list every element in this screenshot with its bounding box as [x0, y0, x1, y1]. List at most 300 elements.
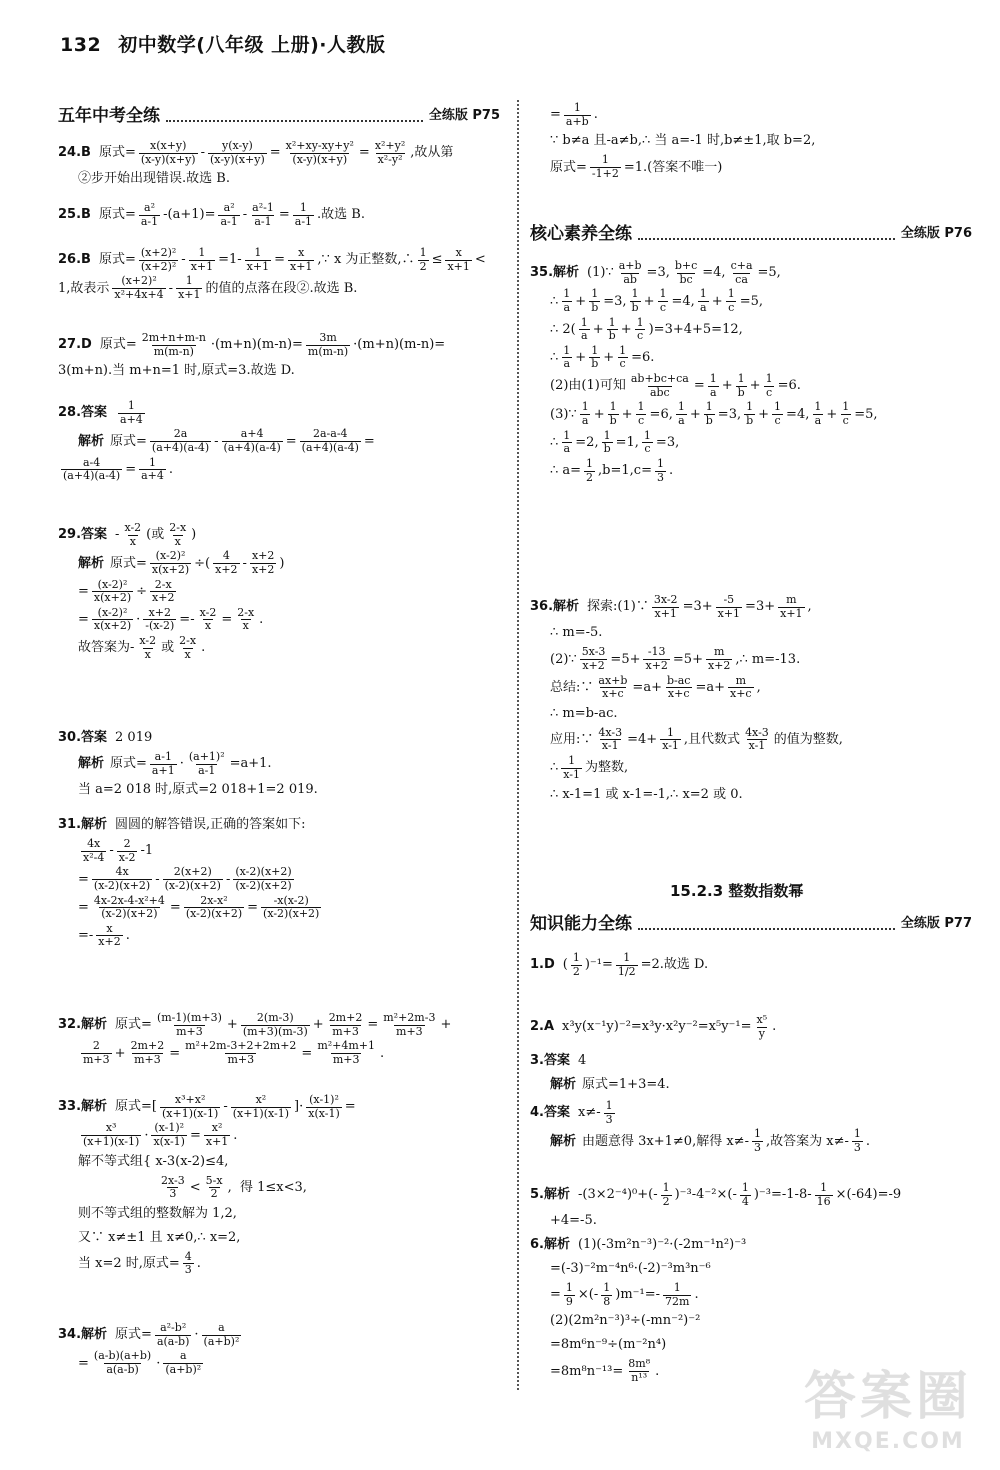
numerator: 1 — [198, 246, 206, 259]
page-header — [60, 30, 386, 57]
math-text: + — [575, 350, 587, 366]
answer-line — [58, 923, 500, 949]
fraction — [155, 1322, 191, 1348]
numerator: 1 — [254, 246, 262, 259]
fraction — [445, 247, 471, 273]
denominator: c — [637, 329, 644, 343]
denominator: a+b — [565, 114, 589, 128]
math-text: 3(m+n).当 m+n=1 时,原式=3.故选 D. — [58, 363, 295, 379]
answer-line — [530, 458, 972, 484]
answer-line — [530, 373, 972, 399]
fraction — [607, 317, 618, 343]
answer-item — [58, 1010, 500, 1069]
numerator: 1 — [608, 315, 616, 329]
math-text: 又∵ x≠±1 且 x≠0,∴ x=2, — [78, 1230, 241, 1246]
math-text: , 得 1≤x<3, — [227, 1179, 307, 1195]
math-text: = — [550, 107, 561, 123]
math-text: = — [550, 1287, 561, 1303]
math-text: 的值的点落在段②.故选 B. — [205, 280, 358, 296]
answer-item — [58, 330, 500, 384]
math-text: =4+ — [627, 732, 658, 748]
answer-line — [530, 1014, 972, 1040]
fraction — [655, 458, 666, 484]
column-divider — [517, 100, 519, 1390]
fraction — [92, 607, 133, 633]
section-title: 知识能力全练 — [530, 913, 632, 934]
denominator: c — [842, 414, 849, 428]
fraction — [155, 1012, 224, 1038]
numerator: m²+2m-3+2+2m+2 — [185, 1039, 297, 1053]
denominator: (x+1)(x-1) — [83, 1134, 140, 1148]
answer-line — [530, 1100, 972, 1126]
denominator: x+2 — [645, 658, 668, 672]
math-text: (2)由(1)可知 — [550, 378, 626, 394]
math-text: 2 019 — [115, 730, 153, 746]
numerator: a+b — [618, 259, 642, 272]
numerator: a — [218, 1321, 225, 1334]
denominator: (x+2)² — [140, 259, 177, 273]
answer-line — [530, 594, 972, 620]
fraction — [580, 401, 591, 427]
fraction — [706, 646, 732, 672]
denominator: m+3 — [396, 1024, 423, 1038]
answer-line — [58, 1122, 500, 1148]
math-text: 为整数, — [585, 760, 629, 776]
fraction — [81, 838, 106, 864]
math-text: 原式= — [550, 159, 587, 175]
math-text: , — [807, 599, 812, 615]
fraction — [150, 550, 191, 576]
math-text: . — [380, 1045, 385, 1061]
numerator: 2 — [92, 1039, 100, 1053]
math-text: )=3+4+5=12, — [648, 321, 743, 337]
dot-leader — [638, 918, 895, 930]
denominator: x+1 — [780, 606, 803, 620]
denominator: x+2 — [152, 591, 175, 605]
answer-item — [530, 258, 972, 486]
fraction — [580, 646, 608, 672]
denominator: c — [774, 414, 781, 428]
math-text: = — [78, 583, 89, 599]
math-text: =4, — [671, 293, 695, 309]
numerator: 1 — [601, 153, 609, 167]
math-text: - — [155, 871, 160, 887]
question-number: 33.解析 — [58, 1099, 108, 1115]
denominator: x-2 — [118, 850, 136, 864]
math-text: ∴ 2( — [550, 321, 576, 337]
fraction — [288, 247, 314, 273]
section-header-2 — [530, 222, 972, 246]
fraction — [564, 1282, 575, 1308]
denominator: b — [705, 414, 713, 428]
math-text: - — [115, 527, 120, 543]
math-text: 故答案为- — [78, 640, 135, 656]
denominator: 3 — [605, 1112, 613, 1126]
fraction — [139, 202, 160, 228]
subsection-heading: 15.2.3 整数指数幂 — [670, 882, 804, 900]
numerator: x² — [255, 1093, 267, 1106]
math-text: , — [756, 679, 761, 695]
fraction — [177, 635, 198, 661]
numerator: 1 — [580, 315, 588, 329]
denominator: c — [728, 300, 735, 314]
numerator: 1 — [753, 1127, 761, 1141]
analysis-label: 解析 — [550, 1133, 577, 1149]
numerator: (m-1)(m+3) — [156, 1011, 222, 1024]
denominator: a — [709, 385, 717, 399]
answer-line — [58, 457, 500, 483]
fraction — [812, 401, 823, 427]
denominator: (a+4)(a-4) — [63, 469, 121, 483]
question-number: 30.答案 — [58, 730, 108, 746]
fraction — [635, 317, 646, 343]
fraction — [137, 635, 158, 661]
answer-line — [58, 1203, 500, 1225]
math-text: = — [269, 145, 281, 161]
fraction — [602, 430, 613, 456]
numerator: 2x-3 — [161, 1173, 185, 1187]
numerator: x+2 — [148, 605, 171, 619]
numerator: 1 — [667, 725, 675, 739]
denominator: x+c — [667, 687, 690, 701]
math-text: =6. — [777, 378, 801, 394]
math-text: ·(m+n)(m-n)= — [210, 337, 303, 353]
fraction — [129, 1040, 167, 1066]
math-text: ÷( — [194, 555, 211, 571]
numerator: 1 — [603, 1281, 611, 1294]
analysis-label: 解析 — [78, 756, 105, 772]
numerator: a-4 — [82, 455, 101, 469]
fraction — [204, 1122, 230, 1148]
math-text: =3, — [655, 435, 680, 451]
answer-line — [58, 428, 500, 454]
denominator: (x-y)(x+y) — [292, 152, 348, 166]
fraction — [184, 895, 244, 921]
math-text: = — [693, 378, 705, 394]
math-text: (3)∵ — [550, 406, 577, 422]
fraction — [617, 345, 628, 371]
denominator: x+1 — [246, 259, 270, 273]
math-text: )m⁻¹=- — [615, 1287, 661, 1303]
fraction — [245, 247, 271, 273]
section-title: 核心素养全练 — [530, 223, 632, 244]
numerator: 1 — [746, 400, 754, 414]
fraction — [596, 675, 629, 701]
math-text: =1, — [615, 435, 639, 451]
answer-line — [58, 168, 500, 190]
math-text: · — [156, 1355, 161, 1371]
denominator: m+3 — [134, 1052, 161, 1066]
numerator: ab+bc+ca — [630, 372, 689, 386]
numerator: 1 — [591, 287, 599, 301]
answer-line — [530, 1182, 972, 1208]
denominator: x+1 — [178, 287, 201, 301]
math-text: .故选 B. — [317, 207, 365, 223]
numerator: 1 — [741, 1181, 749, 1194]
numerator: 3m — [319, 331, 337, 344]
math-text: < — [189, 1179, 201, 1195]
numerator: m — [735, 673, 747, 687]
numerator: (x+2)² — [121, 274, 157, 288]
numerator: 1 — [185, 274, 193, 288]
fraction — [112, 275, 165, 301]
math-text: 原式= — [110, 433, 147, 449]
numerator: 1 — [572, 951, 580, 964]
fraction — [571, 952, 582, 978]
denominator: a-1 — [254, 214, 272, 228]
section-title: 五年中考全练 — [58, 105, 160, 126]
math-text: ·(m+n)(m-n)= — [353, 337, 446, 353]
fraction — [213, 550, 239, 576]
numerator: 1 — [586, 456, 594, 470]
fraction — [306, 332, 350, 358]
denominator: (x-2)(x+2) — [263, 907, 320, 921]
math-text: . — [655, 1363, 660, 1379]
math-text: · — [144, 1127, 149, 1143]
denominator: m+3 — [227, 1052, 255, 1066]
answer-line — [530, 288, 972, 314]
math-text: . — [196, 1256, 201, 1272]
answer-line — [58, 895, 500, 921]
math-text: = — [301, 1045, 313, 1061]
fraction — [163, 1350, 203, 1376]
numerator: 1 — [774, 400, 782, 414]
math-text: - — [225, 871, 231, 887]
answer-line — [530, 675, 972, 701]
math-text: ,∵ x 为正整数,∴ — [317, 252, 415, 268]
answer-line — [58, 814, 500, 836]
denominator: c — [619, 357, 626, 371]
fraction — [315, 1040, 377, 1066]
math-text: ×(- — [577, 1287, 599, 1303]
math-text: (1)∵ — [587, 265, 614, 281]
math-text: 原式=[ — [115, 1099, 157, 1115]
fraction — [151, 1122, 187, 1148]
numerator: x-2 — [124, 521, 142, 534]
denominator: 2 — [572, 964, 580, 978]
answer-line — [58, 779, 500, 801]
numerator: 1 — [842, 400, 850, 414]
numerator: a — [179, 1349, 187, 1363]
numerator: 1 — [814, 400, 822, 414]
denominator: x — [204, 619, 212, 633]
question-number: 2.A — [530, 1019, 555, 1035]
denominator: x+1 — [290, 259, 313, 273]
answer-item — [58, 245, 500, 304]
math-text: 或 — [161, 640, 175, 656]
fraction — [673, 260, 699, 286]
math-text: 原式= — [115, 1017, 152, 1033]
denominator: x(x-1) — [308, 1106, 340, 1120]
denominator: (x-y)(x+y) — [140, 152, 196, 166]
denominator: a — [581, 414, 589, 428]
page-number: 132 — [60, 34, 102, 56]
math-text: 应用:∵ — [550, 732, 594, 748]
numerator: a²-b² — [160, 1321, 187, 1334]
math-text: + — [440, 1017, 452, 1033]
fraction — [660, 727, 681, 753]
question-number: 28.答案 — [58, 405, 108, 421]
numerator: 3x-2 — [653, 593, 678, 606]
denominator: x-1 — [563, 767, 581, 781]
denominator: abc — [649, 385, 670, 399]
numerator: m²+2m-3 — [383, 1011, 436, 1024]
numerator: 1 — [662, 1181, 670, 1194]
fraction — [92, 866, 152, 892]
fraction — [740, 1182, 751, 1208]
math-text: . — [694, 1287, 699, 1303]
numerator: 2m+2 — [328, 1011, 363, 1024]
math-text: = — [169, 899, 181, 915]
math-text: + — [721, 378, 733, 394]
numerator: (x-1)² — [309, 1093, 339, 1106]
answer-line — [530, 1258, 972, 1280]
numerator: x — [455, 246, 462, 259]
math-text: +4=-5. — [550, 1213, 597, 1229]
numerator: x²+y² — [374, 139, 406, 152]
denominator: a+4 — [120, 412, 143, 426]
math-text: =a+ — [695, 679, 725, 695]
fraction — [728, 675, 754, 701]
answer-line — [530, 1282, 972, 1308]
fraction — [373, 140, 407, 166]
math-text: + — [226, 1017, 238, 1033]
math-text: ∴ — [550, 293, 559, 309]
answer-line — [58, 332, 500, 358]
numerator: -13 — [647, 645, 666, 659]
denominator: (x-2)(x+2) — [101, 907, 158, 921]
question-number: 31.解析 — [58, 817, 108, 833]
numerator: x³+x² — [174, 1093, 206, 1106]
numerator: y(x-y) — [222, 139, 253, 152]
fraction — [629, 373, 691, 399]
denominator: x+1 — [205, 1134, 229, 1148]
fraction — [150, 428, 211, 454]
denominator: a+1 — [151, 763, 175, 777]
answer-line — [58, 1322, 500, 1348]
fraction — [561, 755, 582, 781]
fraction — [327, 1012, 365, 1038]
fraction — [233, 866, 293, 892]
math-text: =5, — [757, 265, 781, 281]
math-text: = — [274, 252, 285, 268]
analysis-label: 解析 — [78, 433, 105, 449]
numerator: x-2 — [139, 634, 157, 648]
math-text: =2.故选 D. — [640, 957, 709, 973]
math-text: - — [242, 555, 247, 571]
math-text: = — [285, 433, 297, 449]
fraction — [617, 260, 644, 286]
math-text: x³y(x⁻¹y)⁻²=x³y·x²y⁻²=x⁵y⁻¹= — [562, 1019, 752, 1035]
numerator: 2m+2 — [130, 1039, 165, 1053]
math-text: -(a+1)= — [163, 207, 216, 223]
fraction — [743, 727, 771, 753]
numerator: 1 — [643, 428, 651, 442]
answer-line — [530, 154, 972, 180]
answer-line — [530, 130, 972, 152]
math-text: (2)(2m²n⁻³)³÷(-mn⁻²)⁻² — [550, 1313, 701, 1329]
math-text: =(-3)⁻²m⁻⁴n⁶·(-2)⁻³m³n⁻⁶ — [550, 1261, 711, 1277]
math-text: ∴ m=b-ac. — [550, 706, 618, 722]
numerator: a-1 — [154, 750, 172, 763]
math-text: 的值为整数, — [773, 732, 843, 748]
answer-line — [58, 727, 500, 749]
question-number: 29.答案 — [58, 527, 108, 543]
math-text: ,且代数式 — [683, 732, 741, 748]
math-text: · — [179, 756, 184, 772]
section-ref: 全练版 P75 — [428, 108, 500, 124]
math-text: =- — [179, 612, 195, 628]
math-text: 总结:∵ — [550, 679, 594, 695]
math-text: =6, — [649, 406, 673, 422]
fraction — [204, 1175, 225, 1201]
numerator: 1 — [820, 1181, 828, 1194]
math-text: 当 a=2 018 时,原式=2 018+1=2 019. — [78, 782, 318, 798]
math-text: . — [125, 928, 130, 944]
denominator: a — [563, 300, 571, 314]
math-text: 探索:(1)∵ — [587, 599, 649, 615]
math-text: = — [344, 1099, 356, 1115]
denominator: (x-2)(x+2) — [93, 878, 151, 892]
fraction — [250, 550, 276, 576]
denominator: -1+2 — [591, 166, 619, 180]
section-header-1 — [58, 104, 500, 128]
math-text: 原式= — [115, 1327, 152, 1343]
question-number: 5.解析 — [530, 1187, 570, 1203]
fraction — [81, 1040, 112, 1066]
fraction — [596, 727, 624, 753]
analysis-label: 解析 — [78, 555, 105, 571]
answer-item — [530, 100, 972, 183]
math-text: . — [233, 1127, 238, 1143]
denominator: x+2 — [582, 658, 605, 672]
numerator: (a+1)² — [188, 750, 225, 763]
answer-line — [530, 703, 972, 725]
numerator: a² — [223, 201, 235, 214]
numerator: (a-b)(a+b) — [93, 1349, 152, 1363]
math-text: ∴ — [550, 435, 559, 451]
numerator: 2m+n+m-n — [141, 331, 206, 344]
answer-line — [530, 102, 972, 128]
answer-item — [530, 950, 972, 980]
numerator: 1 — [853, 1127, 861, 1141]
math-text: = — [221, 612, 233, 628]
math-text: + — [603, 350, 615, 366]
fraction — [235, 607, 256, 633]
denominator: a — [580, 329, 588, 343]
numerator: ax+b — [598, 673, 628, 687]
numerator: 1 — [637, 400, 645, 414]
numerator: 1 — [563, 428, 571, 442]
answer-line — [58, 607, 500, 633]
question-number: 25.B — [58, 207, 91, 223]
math-text: 原式= — [98, 207, 136, 223]
math-text: ]· — [294, 1099, 304, 1115]
denominator: 2 — [662, 1194, 670, 1208]
numerator: 1 — [656, 456, 664, 470]
math-text: = — [358, 145, 370, 161]
math-text: =- — [78, 928, 94, 944]
question-number: 34.解析 — [58, 1327, 108, 1343]
dot-leader — [638, 228, 895, 240]
fraction — [852, 1128, 863, 1154]
question-number: 1.D — [530, 957, 555, 973]
fraction — [300, 428, 361, 454]
fraction — [636, 401, 647, 427]
numerator: 4 — [184, 1249, 192, 1263]
fraction — [381, 1012, 437, 1038]
denominator: m+3 — [332, 1052, 360, 1066]
